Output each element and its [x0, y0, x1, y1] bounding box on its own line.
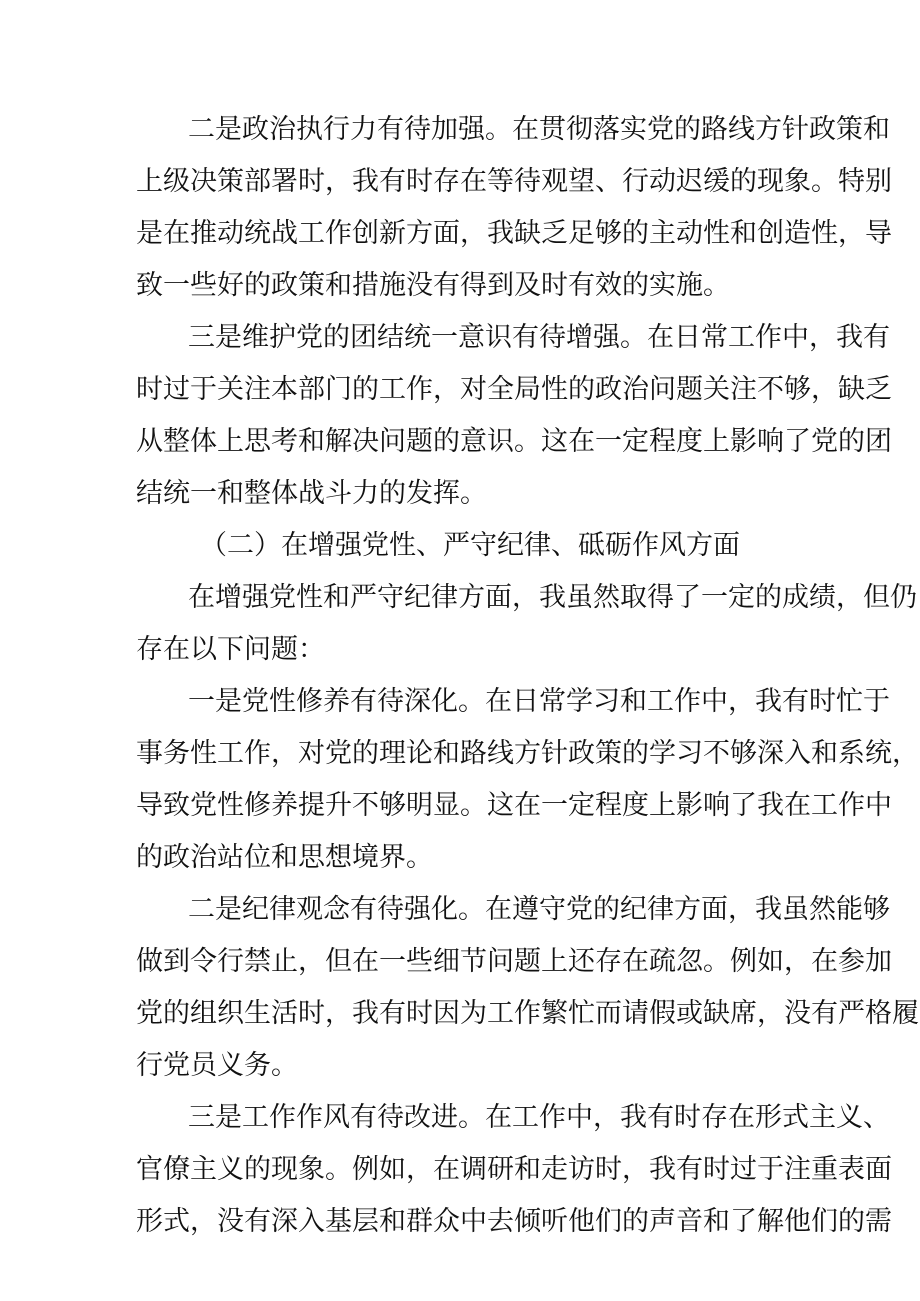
- paragraph-line: 三是维护党的团结统一意识有待增强。在日常工作中，我有: [188, 322, 890, 353]
- paragraph-line: 行党员义务。: [136, 1050, 298, 1081]
- paragraph-line: 官僚主义的现象。例如，在调研和走访时，我有时过于注重表面: [136, 1154, 892, 1185]
- paragraph-line: 三是工作作风有待改进。在工作中，我有时存在形式主义、: [188, 1102, 890, 1133]
- paragraph-line: 形式，没有深入基层和群众中去倾听他们的声音和了解他们的需: [136, 1206, 892, 1237]
- paragraph-line: 导致党性修养提升不够明显。这在一定程度上影响了我在工作中: [136, 790, 892, 821]
- paragraph-line: 一是党性修养有待深化。在日常学习和工作中，我有时忙于: [188, 686, 890, 717]
- paragraph-line: 致一些好的政策和措施没有得到及时有效的实施。: [136, 270, 730, 301]
- paragraph-line: 二是纪律观念有待强化。在遵守党的纪律方面，我虽然能够: [188, 894, 890, 925]
- paragraph-line: 的政治站位和思想境界。: [136, 842, 433, 873]
- paragraph-line: 二是政治执行力有待加强。在贯彻落实党的路线方针政策和: [188, 114, 890, 145]
- paragraph-line: 结统一和整体战斗力的发挥。: [136, 478, 487, 509]
- paragraph-line: 是在推动统战工作创新方面，我缺乏足够的主动性和创造性，导: [136, 218, 892, 249]
- paragraph-line: 做到令行禁止，但在一些细节问题上还存在疏忽。例如，在参加: [136, 946, 892, 977]
- paragraph-line: 时过于关注本部门的工作，对全局性的政治问题关注不够，缺乏: [136, 374, 892, 405]
- paragraph-line: 存在以下问题：: [136, 634, 325, 665]
- paragraph-line: 事务性工作，对党的理论和路线方针政策的学习不够深入和系统，: [136, 738, 919, 769]
- paragraph-line: 从整体上思考和解决问题的意识。这在一定程度上影响了党的团: [136, 426, 892, 457]
- paragraph-line: 上级决策部署时，我有时存在等待观望、行动迟缓的现象。特别: [136, 166, 892, 197]
- section-heading: （二）在增强党性、严守纪律、砥砺作风方面: [200, 530, 740, 561]
- paragraph-line: 党的组织生活时，我有时因为工作繁忙而请假或缺席，没有严格履: [136, 998, 919, 1029]
- paragraph-line: 在增强党性和严守纪律方面，我虽然取得了一定的成绩，但仍: [188, 582, 917, 613]
